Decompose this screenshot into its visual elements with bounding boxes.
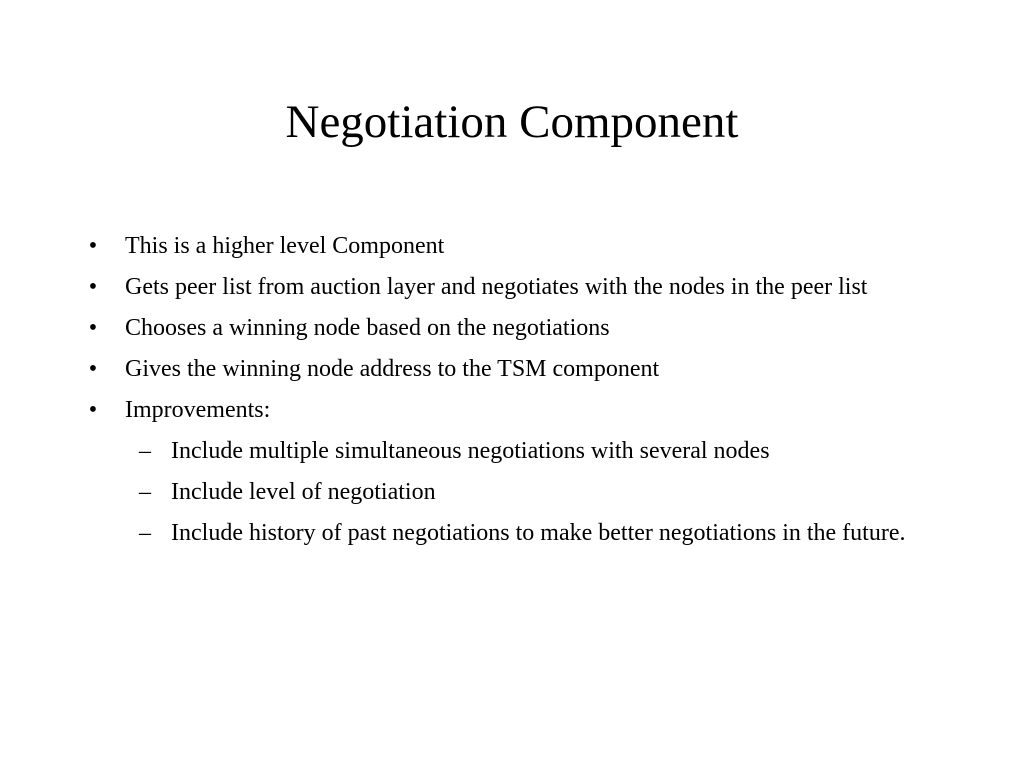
bullet-icon: • xyxy=(88,397,98,423)
bullet-text: Chooses a winning node based on the negotiations xyxy=(125,315,610,341)
sub-bullet-item xyxy=(125,434,943,469)
bullet-text: This is a higher level Component xyxy=(125,233,445,259)
sub-bullet-text: Include history of past negotiations to make better negotiations in the future. xyxy=(171,520,906,546)
bullet-text: Gets peer list from auction layer and negotiates with the nodes in the peer list xyxy=(125,274,868,300)
bullet-icon: • xyxy=(88,274,98,300)
dash-icon: – xyxy=(139,479,151,505)
bullet-item xyxy=(83,311,943,346)
dash-icon: – xyxy=(139,438,151,464)
slide-title: Negotiation Component xyxy=(285,96,739,148)
bullet-text: Gives the winning node address to the TSM component xyxy=(125,356,660,382)
sub-bullet-text: Include level of negotiation xyxy=(171,479,436,505)
sub-bullet-item xyxy=(125,475,943,510)
bullet-item xyxy=(83,393,943,551)
bullet-item xyxy=(83,270,943,305)
sub-bullet-list xyxy=(125,434,943,551)
dash-icon: – xyxy=(139,520,151,546)
sub-bullet-item xyxy=(125,516,943,551)
bullet-item xyxy=(83,229,943,264)
sub-bullet-text: Include multiple simultaneous negotiations with several nodes xyxy=(171,438,770,464)
bullet-icon: • xyxy=(88,356,98,382)
bullet-icon: • xyxy=(88,315,98,341)
bullet-text: Improvements: xyxy=(125,397,271,423)
bullet-item xyxy=(83,352,943,387)
bullet-list xyxy=(83,229,943,557)
bullet-icon: • xyxy=(88,233,98,259)
